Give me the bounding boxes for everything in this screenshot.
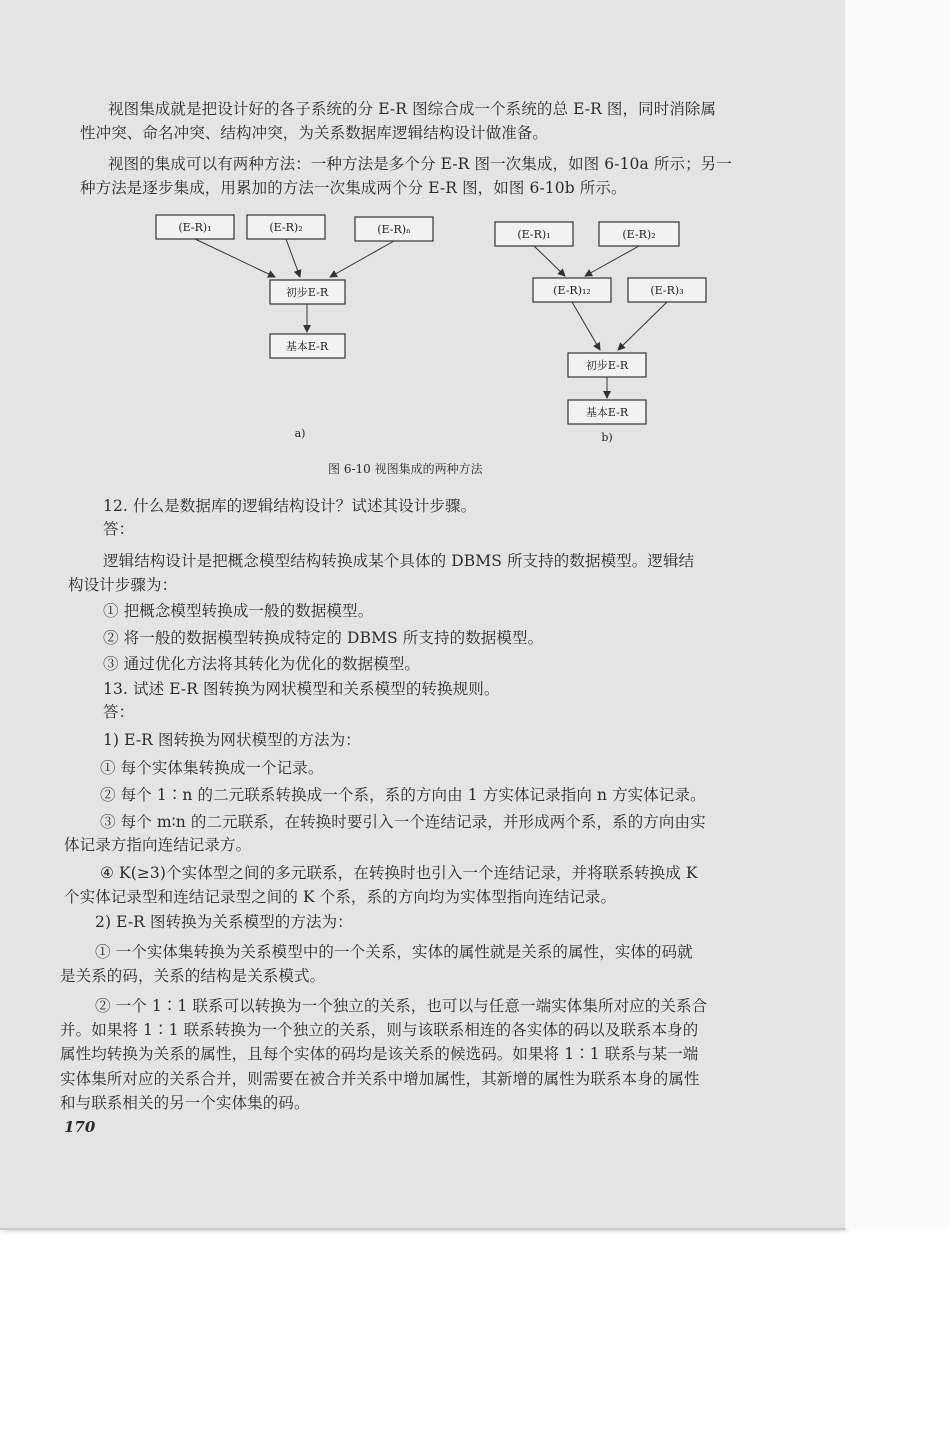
- page-number: 170: [64, 1118, 96, 1136]
- relational-rule-2-line-3: 属性均转换为关系的属性，且每个实体的码均是该关系的候选码。如果将 1∶1 联系与某一端: [60, 1045, 699, 1063]
- relational-model-title: 2) E-R 图转换为关系模型的方法为：: [95, 913, 353, 931]
- er2-label-a: (E-R)₂: [269, 221, 303, 234]
- relational-rule-2-line-2: 并。如果将 1∶1 联系转换为一个独立的关系，则与该联系相连的各实体的码以及联系本身的: [60, 1021, 699, 1039]
- network-rule-4-line-2: 个实体记录型和连结记录型之间的 K 个系，系的方向均为实体型指向连结记录。: [64, 888, 617, 906]
- basic-er-label-b: 基本E-R: [585, 406, 629, 419]
- basic-er-label-a: 基本E-R: [285, 340, 329, 353]
- intro-line-1: 视图集成就是把设计好的各子系统的分 E-R 图综合成一个系统的总 E-R 图，同时消除属: [108, 100, 717, 118]
- er1-label-a: (E-R)₁: [178, 221, 212, 234]
- page-edge: [0, 1228, 845, 1230]
- er2-label-b: (E-R)₂: [622, 228, 656, 241]
- intro-line-2: 性冲突、命名冲突、结构冲突，为关系数据库逻辑结构设计做准备。: [80, 124, 549, 142]
- er12-label-b: (E-R)₁₂: [553, 284, 591, 297]
- network-model-title: 1) E-R 图转换为网状模型的方法为：: [103, 731, 361, 749]
- network-rule-1: ① 每个实体集转换成一个记录。: [100, 759, 324, 777]
- q12-step-1: ① 把概念模型转换成一般的数据模型。: [103, 602, 374, 620]
- diagram-b: [495, 222, 706, 444]
- relational-rule-1-line-1: ① 一个实体集转换为关系模型中的一个关系，实体的属性就是关系的属性，实体的码就: [95, 943, 693, 961]
- intro-line-3: 视图的集成可以有两种方法：一种方法是多个分 E-R 图一次集成，如图 6-10a 所示；另一: [108, 155, 732, 173]
- relational-rule-2-line-5: 和与联系相关的另一个实体集的码。: [60, 1094, 310, 1112]
- network-rule-3-line-2: 体记录方指向连结记录方。: [64, 836, 252, 854]
- relational-rule-1-line-2: 是关系的码，关系的结构是关系模式。: [60, 967, 326, 985]
- network-rule-4-line-1: ④ K(≥3)个实体型之间的多元联系，在转换时也引入一个连结记录，并将联系转换成 K: [100, 864, 698, 882]
- initial-er-label-a: 初步E-R: [285, 286, 329, 299]
- figure-caption: 图 6-10 视图集成的两种方法: [328, 462, 483, 476]
- diagram-a-label: a): [294, 427, 306, 440]
- q12-answer-label: 答：: [103, 520, 135, 538]
- q12-answer-line-1: 逻辑结构设计是把概念模型结构转换成某个具体的 DBMS 所支持的数据模型。逻辑结: [103, 552, 695, 570]
- network-rule-2: ② 每个 1∶n 的二元联系转换成一个系，系的方向由 1 方实体记录指向 n 方实体记录。: [100, 786, 706, 804]
- q12-question: 12. 什么是数据库的逻辑结构设计？试述其设计步骤。: [103, 497, 477, 515]
- er3-label-b: (E-R)₃: [650, 284, 684, 297]
- ern-label-a: (E-R)ₙ: [377, 223, 411, 236]
- q12-step-2: ② 将一般的数据模型转换成特定的 DBMS 所支持的数据模型。: [103, 629, 544, 647]
- q13-answer-label: 答：: [103, 703, 135, 721]
- initial-er-label-b: 初步E-R: [585, 359, 629, 372]
- view-integration-diagram: [140, 205, 720, 455]
- page-margin: [845, 0, 950, 1228]
- q12-step-3: ③ 通过优化方法将其转化为优化的数据模型。: [103, 655, 421, 673]
- diagram-a: [156, 215, 433, 440]
- diagram-b-label: b): [601, 431, 613, 444]
- relational-rule-2-line-4: 实体集所对应的关系合并，则需要在被合并关系中增加属性，其新增的属性为联系本身的属性: [60, 1070, 700, 1088]
- intro-line-4: 种方法是逐步集成，用累加的方法一次集成两个分 E-R 图，如图 6-10b 所示。: [80, 179, 627, 197]
- q13-question: 13. 试述 E-R 图转换为网状模型和关系模型的转换规则。: [103, 680, 500, 698]
- relational-rule-2-line-1: ② 一个 1∶1 联系可以转换为一个独立的关系，也可以与任意一端实体集所对应的关系合: [95, 997, 708, 1015]
- network-rule-3-line-1: ③ 每个 m∶n 的二元联系，在转换时要引入一个连结记录，并形成两个系，系的方向由实: [100, 813, 706, 831]
- q12-answer-line-2: 构设计步骤为：: [68, 576, 178, 594]
- er1-label-b: (E-R)₁: [517, 228, 551, 241]
